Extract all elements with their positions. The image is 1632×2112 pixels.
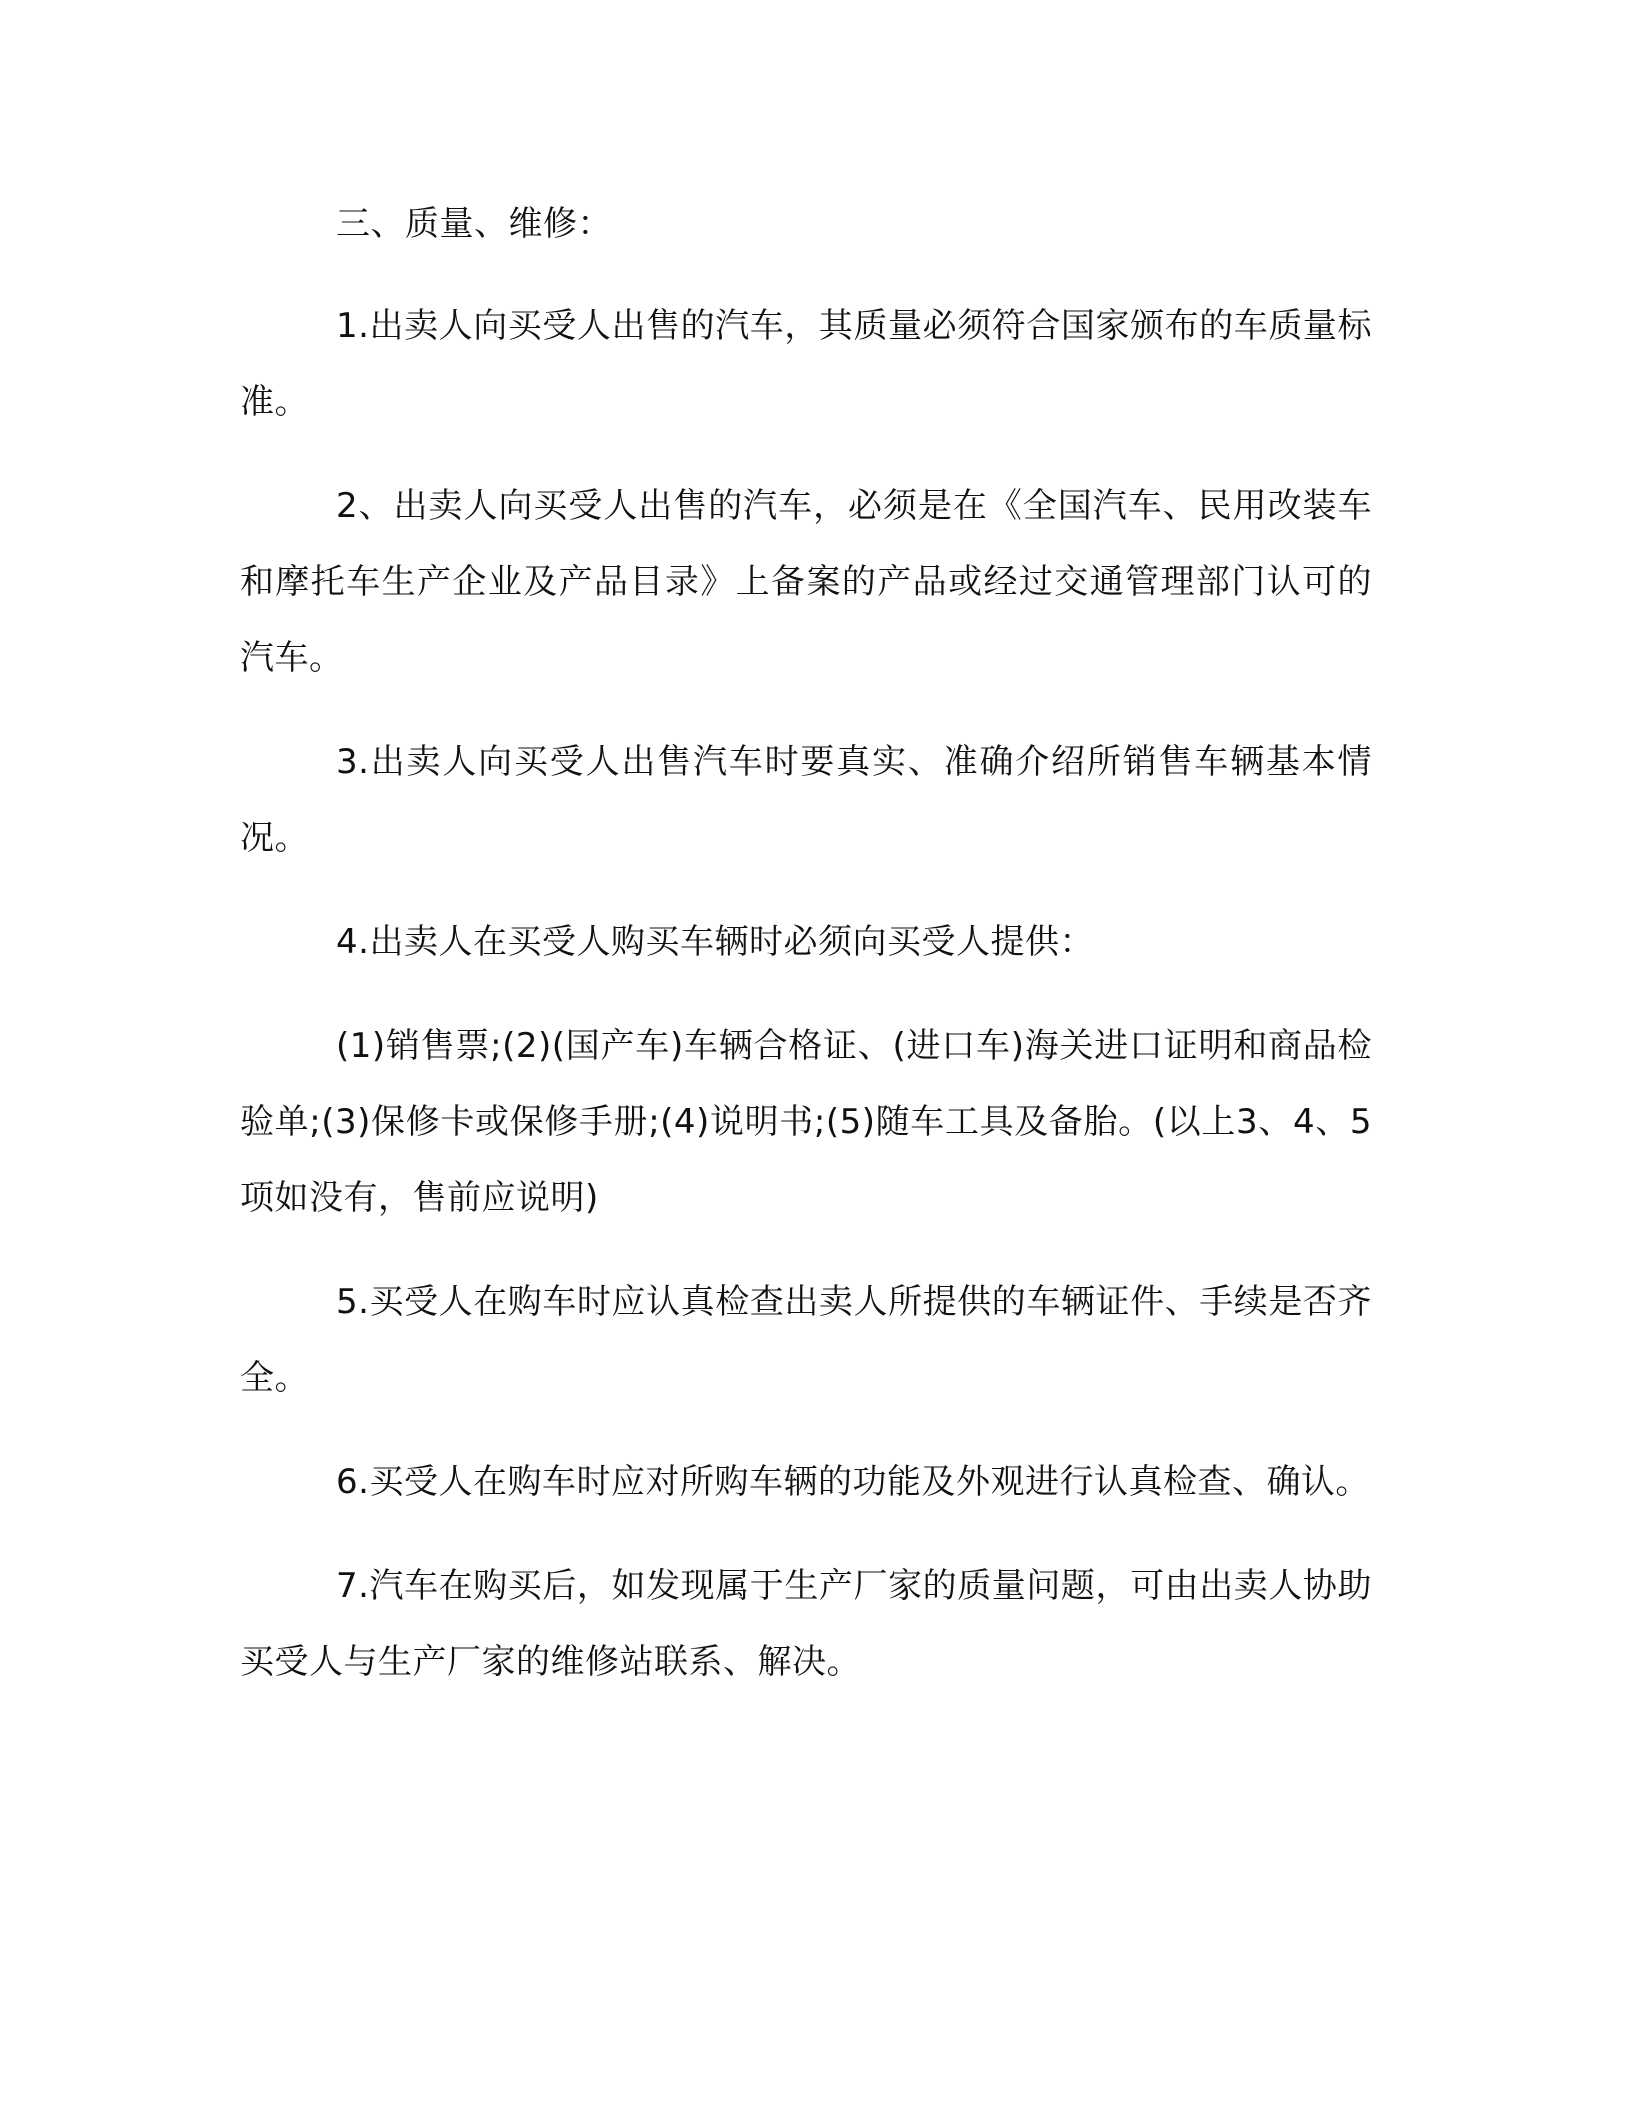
- clause-3: 3.出卖人向买受人出售汽车时要真实、准确介绍所销售车辆基本情况。: [240, 742, 1372, 858]
- document-body: [240, 186, 1372, 1728]
- clause-1: 1.出卖人向买受人出售的汽车，其质量必须符合国家颁布的车质量标准。: [240, 306, 1372, 422]
- clause-7: 7.汽车在购买后，如发现属于生产厂家的质量问题，可由出卖人协助买受人与生产厂家的维修站联系、解决。: [240, 1566, 1372, 1682]
- clause-4: 4.出卖人在买受人购买车辆时必须向买受人提供：: [336, 922, 1094, 962]
- clause-5: 5.买受人在购车时应认真检查出卖人所提供的车辆证件、手续是否齐全。: [240, 1282, 1372, 1398]
- section-heading: 三、质量、维修：: [336, 204, 612, 244]
- clause-4-items: (1)销售票;(2)(国产车)车辆合格证、(进口车)海关进口证明和商品检验单;(3)保修卡或保修手册;(4)说明书;(5)随车工具及备胎。(以上3、4、5 项如没有，售前应说明): [240, 1026, 1372, 1218]
- clause-6: 6.买受人在购车时应对所购车辆的功能及外观进行认真检查、确认。: [336, 1462, 1370, 1502]
- clause-2: 2、出卖人向买受人出售的汽车，必须是在《全国汽车、民用改装车和摩托车生产企业及产品目录》上备案的产品或经过交通管理部门认可的汽车。: [240, 486, 1372, 678]
